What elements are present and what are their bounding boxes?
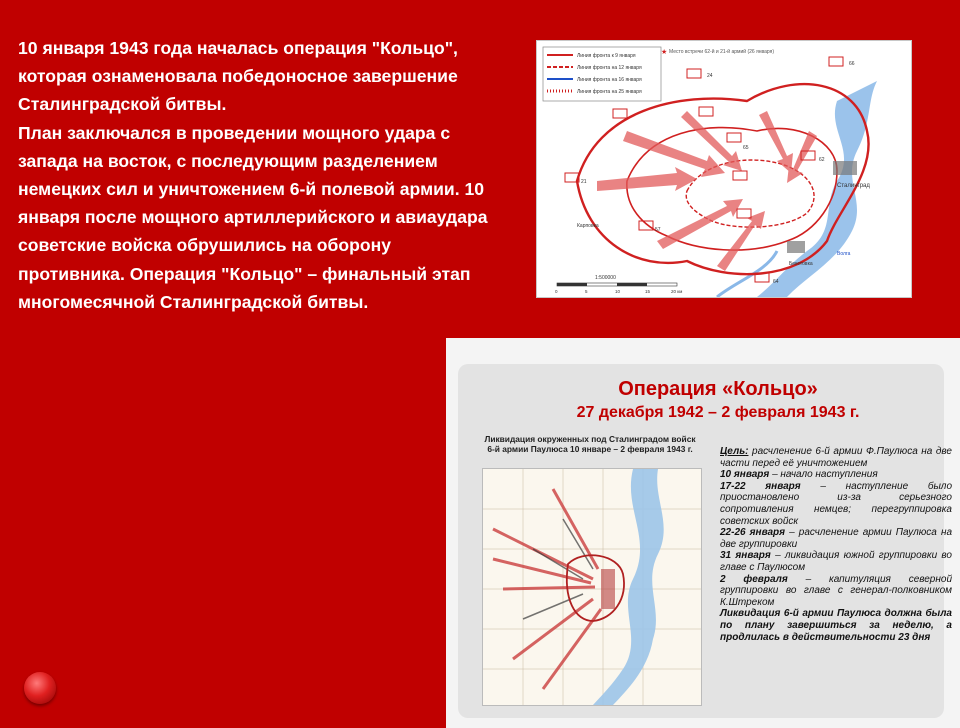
main-paragraph-1: 10 января 1943 года началась операция "Кольцо", которая ознаменовала победоносное завершение Сталинградской битвы. (18, 38, 458, 115)
date5-text: – капитуляция северной группировки во главе с генерал-полковником К.Штреком (720, 573, 952, 608)
conclusion-text: Ликвидация 6-й армии Паулюса должна была по плану завершиться за неделю, а продлилась в действительности 23 дня (720, 608, 952, 643)
embedded-map (482, 468, 702, 706)
city-beketovka: Бекетовка (789, 261, 813, 267)
nav-orb-button[interactable] (24, 672, 56, 704)
army-label-57: 57 (655, 227, 661, 233)
scale-tick-5: 5 (585, 289, 588, 294)
date1-label: 10 января (720, 469, 770, 481)
army-label-24: 24 (707, 73, 713, 79)
scale-tick-0: 0 (555, 289, 558, 294)
army-label-62: 62 (819, 157, 825, 163)
legend-item-1: Линия фронта к 9 января (577, 53, 636, 59)
volga-river (757, 81, 877, 297)
date5-label: 2 февраля (720, 573, 788, 585)
date1-text: – начало наступления (772, 469, 878, 481)
star-icon: ★ (661, 49, 668, 56)
main-paragraph-2: План заключался в проведении мощного удара с запада на восток, с последующим разделением немецких сил и уничтожением 6-й полевой армии. 10 января после мощного артиллерийского и авиаудара советские войска обрушились на оборону противника. Операция "Кольцо" – финальный этап многомесячной Сталинградской битвы. (18, 122, 488, 312)
scale-tick-20: 20 км (671, 289, 683, 294)
map-header: Место встречи 62-й и 21-й армий (26 января) (669, 49, 775, 55)
stalingrad-area (833, 161, 857, 175)
city-stalingrad: Сталинград (837, 183, 870, 189)
date4-text: – ликвидация южной группировки во главе с Паулюсом (720, 550, 952, 573)
operation-map (536, 40, 912, 298)
scale-tick-10: 10 (615, 289, 621, 294)
embedded-slide-title: Операция «Кольцо» (618, 378, 818, 400)
army-label-66: 66 (849, 61, 855, 67)
scale-ratio: 1:500000 (595, 275, 616, 281)
goal-text: расчленение 6-й армии Ф.Паулюса на две части перед её уничтожением (720, 446, 952, 469)
scale-tick-15: 15 (645, 289, 651, 294)
embedded-city-area (601, 569, 615, 609)
date2-text: – наступление было приостановлено из-за серьезного сопротивления немцев; перегруппировка советских войск (720, 480, 953, 527)
legend-item-3: Линия фронта на 16 января (577, 77, 642, 83)
city-karpovka: Карповка (577, 223, 599, 229)
army-label-64: 64 (773, 279, 779, 285)
main-text (18, 34, 488, 316)
operation-map-svg (537, 41, 911, 297)
embedded-slide-subtitle: 27 декабря 1942 – 2 февраля 1943 г. (576, 404, 860, 421)
army-label-65: 65 (743, 145, 749, 151)
army-label-21: 21 (581, 179, 587, 185)
legend-item-2: Линия фронта на 12 января (577, 65, 642, 71)
embedded-slide-panel (458, 364, 953, 718)
embedded-map-svg (483, 469, 701, 705)
legend-item-4: Линия фронта на 25 января (577, 89, 642, 95)
date3-label: 22-26 января (720, 527, 786, 539)
embedded-map-caption: Ликвидация окруженных под Сталинградом войск 6-й армии Паулюса 10 январе – 2 февраля 1943 г. (484, 434, 696, 454)
attack-arrows (597, 111, 817, 271)
embedded-slide (446, 338, 960, 728)
river-volga-label: Волга (837, 251, 851, 257)
date3-text: – расчленение армии Паулюса на две группировки (720, 527, 953, 550)
embedded-info-text (720, 446, 952, 643)
date4-label: 31 января (720, 550, 771, 562)
goal-label: Цель: (720, 446, 749, 457)
beketovka-area (787, 241, 805, 253)
date2-label: 17-22 января (720, 480, 801, 492)
